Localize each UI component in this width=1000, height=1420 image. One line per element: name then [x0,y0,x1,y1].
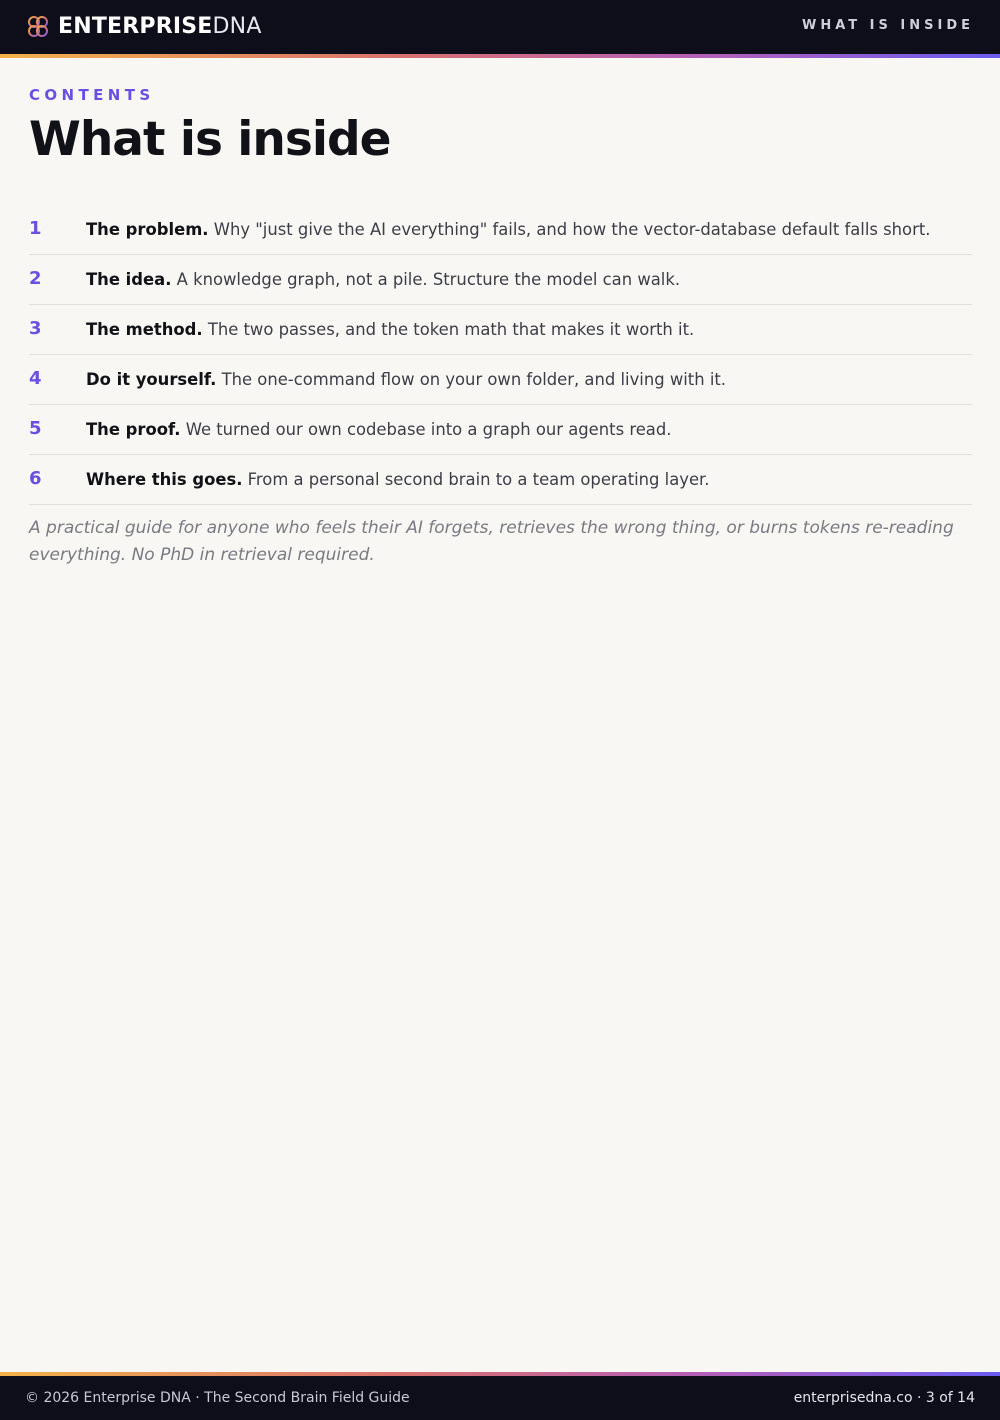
toc-item-4[interactable] [29,355,972,405]
toc-number: 6 [29,468,42,489]
section-tag: WHAT IS INSIDE [802,18,974,33]
eyebrow-label: CONTENTS [29,86,155,104]
page-title: What is inside [29,112,391,167]
toc-title: The problem. [86,220,209,239]
toc-number: 5 [29,418,42,439]
toc-entry-text [86,319,694,341]
toc-entry-text [86,469,710,491]
toc-description: From a personal second brain to a team operating layer. [247,470,710,489]
toc-description: Why "just give the AI everything" fails, and how the vector-database default falls short. [213,220,931,239]
page-header [0,0,1000,54]
toc-title: Do it yourself. [86,370,217,389]
toc-entry-text [86,419,671,441]
brand-secondary: DNA [212,14,262,39]
toc-entry-text [86,219,930,241]
toc-number: 1 [29,218,42,239]
toc-title: The method. [86,320,203,339]
toc-item-5[interactable] [29,405,972,455]
toc-item-2[interactable] [29,255,972,305]
page-footer [0,1376,1000,1420]
toc-description: The one-command flow on your own folder, and living with it. [221,370,727,389]
toc-description: A knowledge graph, not a pile. Structure the model can walk. [176,270,681,289]
toc-item-3[interactable] [29,305,972,355]
brand-primary: ENTERPRISE [58,14,213,39]
footer-copyright: © 2026 Enterprise DNA · The Second Brain Field Guide [25,1390,410,1406]
toc-item-6[interactable] [29,455,972,505]
toc-description: We turned our own codebase into a graph our agents read. [185,420,672,439]
intro-note: A practical guide for anyone who feels their AI forgets, retrieves the wrong thing, or burns tokens re-reading everything. No PhD in retrieval required. [29,518,954,565]
toc-item-1[interactable] [29,205,972,255]
header-accent-bar [0,54,1000,58]
toc-title: Where this goes. [86,470,243,489]
toc-title: The idea. [86,270,172,289]
toc-entry-text [86,369,726,391]
toc-number: 2 [29,268,42,289]
dna-knot-icon [25,14,51,40]
toc-description: The two passes, and the token math that makes it worth it. [207,320,695,339]
toc-entry-text [86,269,680,291]
toc-number: 3 [29,318,42,339]
brand-logo[interactable] [25,13,262,41]
brand-wordmark [58,13,262,41]
toc-title: The proof. [86,420,181,439]
table-of-contents [29,205,972,505]
toc-number: 4 [29,368,42,389]
footer-page-info[interactable]: enterprisedna.co · 3 of 14 [793,1390,975,1406]
